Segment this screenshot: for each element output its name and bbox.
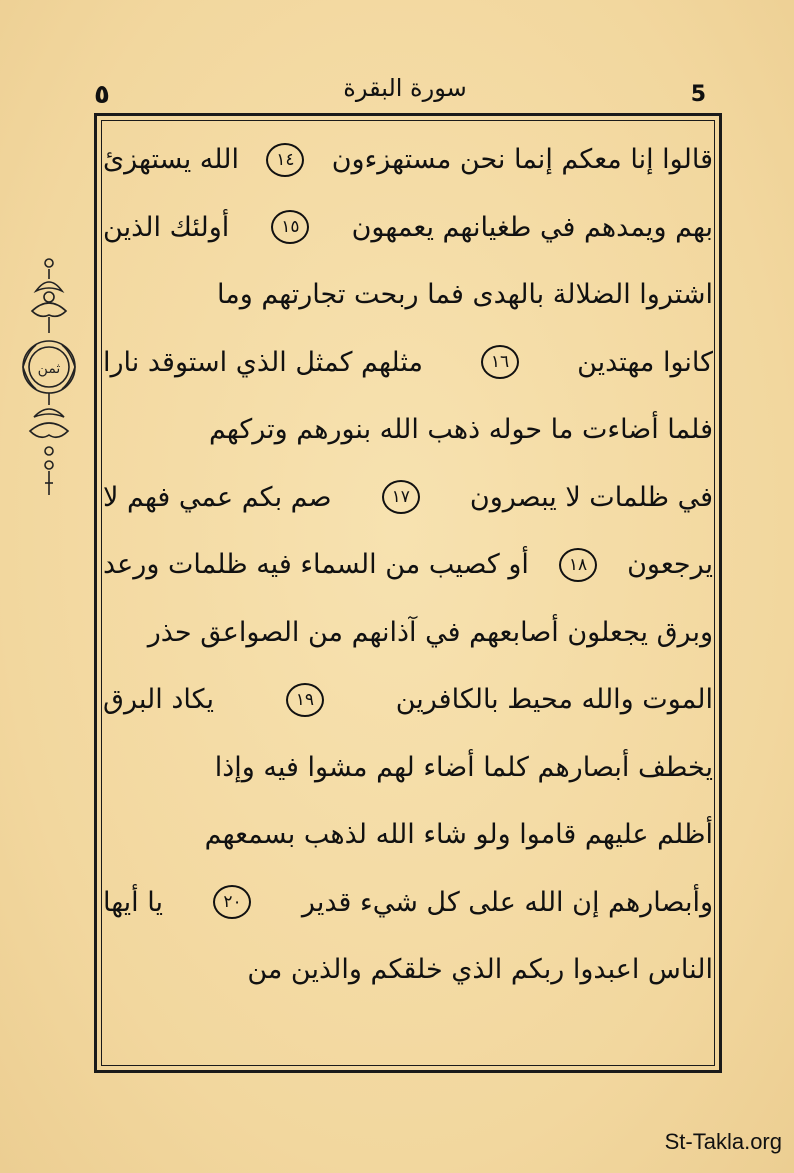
watermark: St-Takla.org <box>664 1129 782 1154</box>
page-number-arabic: ٥ <box>94 80 110 110</box>
verse-text: اشتروا الضلالة بالهدى فما ربحت تجارتهم وما <box>217 279 713 311</box>
ayah-number-marker: ١٧ <box>382 480 420 514</box>
verse-text: وأبصارهم إن الله على كل شيء قدير <box>301 886 713 918</box>
verse-line <box>103 734 713 802</box>
verse-text: يا أيها <box>103 886 164 918</box>
verse-line <box>103 464 713 532</box>
verse-text: يرجعون <box>627 549 713 581</box>
verse-text: أو كصيب من السماء فيه ظلمات ورعد <box>103 549 529 581</box>
verse-line <box>103 194 713 262</box>
text-frame <box>94 113 722 1073</box>
ayah-number-marker: ١٤ <box>266 143 304 177</box>
page-header <box>90 72 720 112</box>
verse-line <box>103 396 713 464</box>
hizb-marker-ornament-icon <box>18 255 80 515</box>
verse-text: أولئك الذين <box>103 211 230 243</box>
verse-text: فلما أضاءت ما حوله ذهب الله بنورهم وتركهم <box>208 414 713 446</box>
verse-text: وبرق يجعلون أصابعهم في آذانهم من الصواعق حذر <box>147 616 713 648</box>
verse-line <box>103 261 713 329</box>
verse-text: الموت والله محيط بالكافرين <box>395 684 713 716</box>
verse-line <box>103 126 713 194</box>
ayah-number-marker: ٢٠ <box>213 885 251 919</box>
hizb-marker-label: ثمن <box>37 361 61 377</box>
verse-text-block <box>103 126 713 1060</box>
verse-line <box>103 666 713 734</box>
verse-text: بهم ويمدهم في طغيانهم يعمهون <box>351 211 713 243</box>
verse-text: صم بكم عمي فهم لا <box>103 481 332 513</box>
verse-text: مثلهم كمثل الذي استوقد نارا <box>103 346 423 378</box>
verse-text: في ظلمات لا يبصرون <box>469 481 713 513</box>
ayah-number-marker: ١٨ <box>559 548 597 582</box>
verse-text: الله يستهزئ <box>103 144 239 176</box>
page-number-latin: 5 <box>690 82 706 107</box>
verse-text: يخطف أبصارهم كلما أضاء لهم مشوا فيه وإذا <box>214 751 713 783</box>
verse-line <box>103 599 713 667</box>
verse-line <box>103 869 713 937</box>
verse-text: قالوا إنا معكم إنما نحن مستهزءون <box>331 144 713 176</box>
verse-line <box>103 801 713 869</box>
ayah-number-marker: ١٦ <box>481 345 519 379</box>
verse-line <box>103 936 713 1004</box>
surah-title: سورة البقرة <box>343 74 467 102</box>
verse-text: كانوا مهتدين <box>577 346 713 378</box>
verse-line <box>103 531 713 599</box>
ayah-number-marker: ١٩ <box>286 683 324 717</box>
verse-text: يكاد البرق <box>103 684 214 716</box>
verse-text: الناس اعبدوا ربكم الذي خلقكم والذين من <box>247 954 713 986</box>
verse-text: أظلم عليهم قاموا ولو شاء الله لذهب بسمعهم <box>204 819 713 851</box>
ayah-number-marker: ١٥ <box>271 210 309 244</box>
verse-line <box>103 329 713 397</box>
